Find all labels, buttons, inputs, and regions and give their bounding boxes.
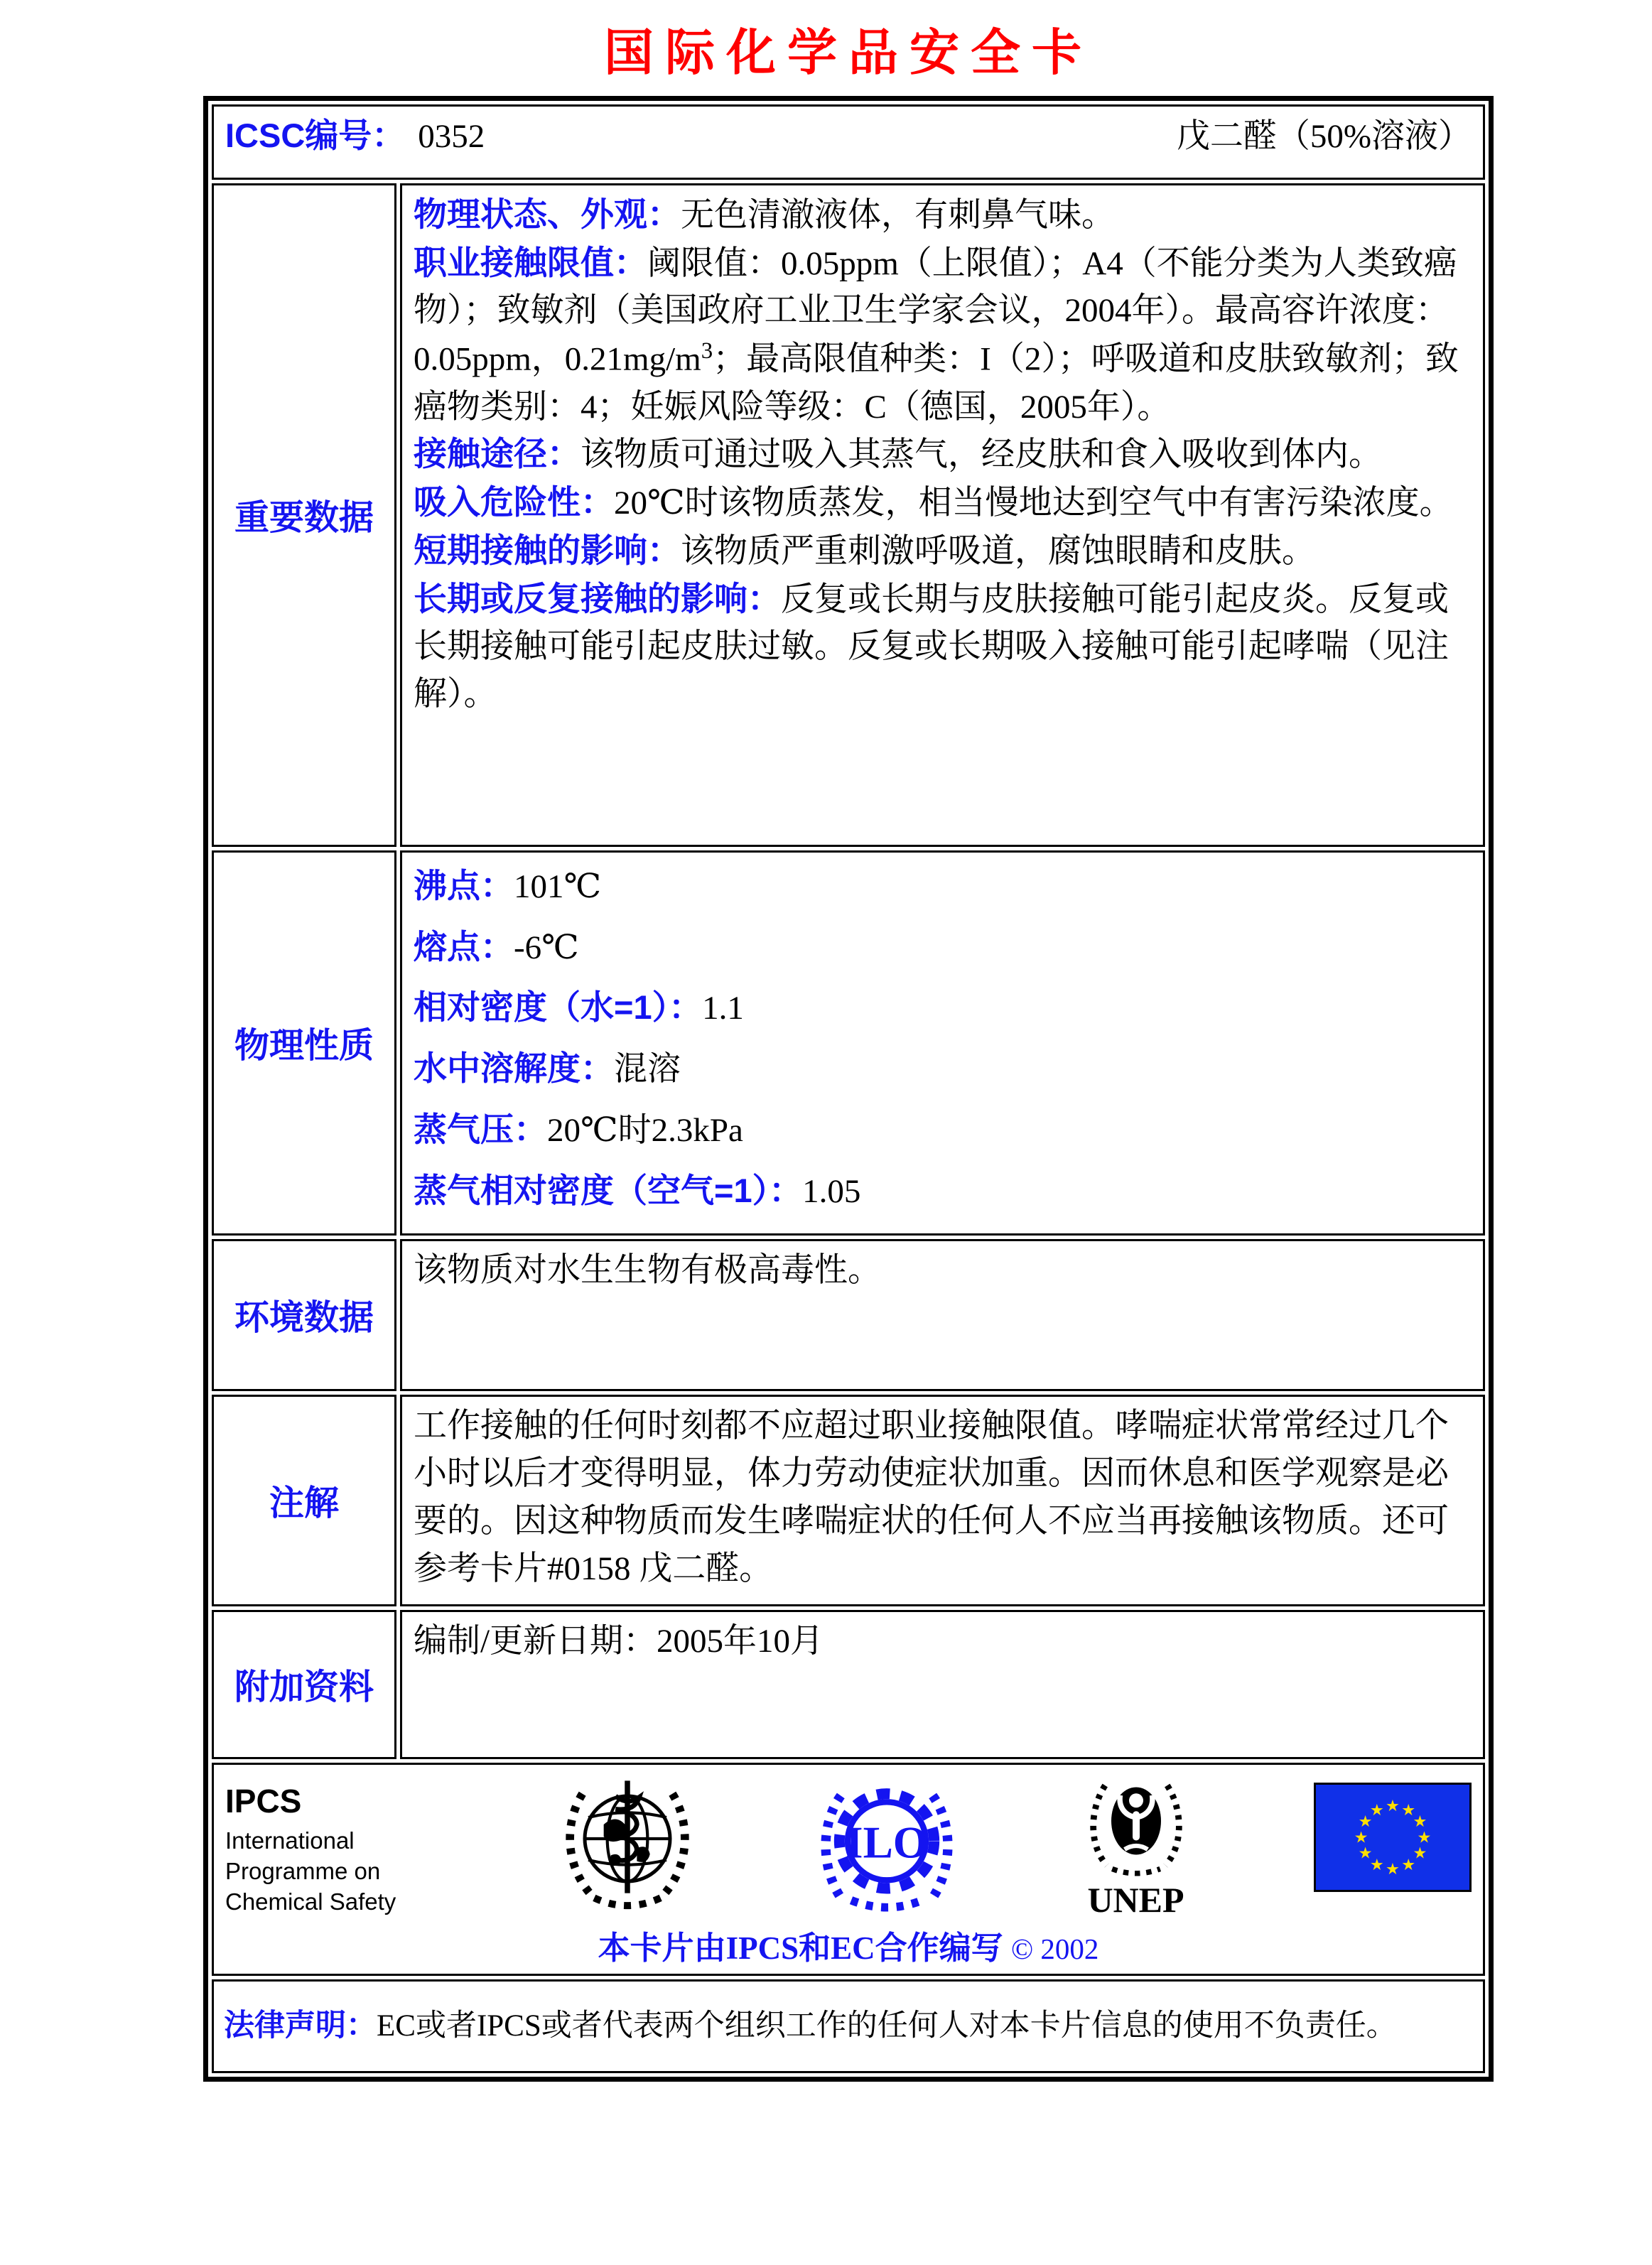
physical-properties-row <box>212 850 1485 1236</box>
physical-properties-content <box>400 850 1485 1236</box>
ipcs-subtitle-line: International <box>225 1827 355 1854</box>
safety-card <box>203 0 1494 2082</box>
field-text: 混溶 <box>614 1051 681 1088</box>
field-label: 短期接触的影响： <box>414 531 681 569</box>
field-water-solubility <box>414 1045 1472 1093</box>
ilo-emblem-icon <box>816 1775 958 1917</box>
field-exposure-routes <box>414 431 1472 479</box>
ilo-letters: ILO <box>845 1818 929 1869</box>
credit-line <box>222 1922 1474 1968</box>
field-update-date: 编制/更新日期：2005年10月 <box>414 1623 824 1660</box>
field-relative-density <box>414 984 1472 1032</box>
unep-emblem-icon <box>1076 1775 1197 1881</box>
important-data-row <box>212 183 1485 847</box>
section-label-important-data: 重要数据 <box>212 183 396 847</box>
ipcs-text-block <box>225 1775 438 1918</box>
unep-label: UNEP <box>1087 1880 1184 1920</box>
section-label-additional-info: 附加资料 <box>212 1610 396 1759</box>
who-emblem-icon <box>556 1775 698 1917</box>
field-label: 物理状态、外观： <box>414 195 681 233</box>
icsc-number <box>225 112 485 161</box>
logos-row <box>212 1763 1485 1976</box>
page-title: 国际化学品安全卡 <box>604 26 1093 81</box>
field-text: -6℃ <box>514 929 579 966</box>
icsc-number-value: 0352 <box>418 118 485 155</box>
svg-text:★: ★ <box>1413 1812 1427 1832</box>
field-label: 蒸气相对密度（空气=1）： <box>414 1171 803 1209</box>
field-inhalation-risk <box>414 479 1472 527</box>
field-vapor-pressure <box>414 1106 1472 1155</box>
field-label: 职业接触限值： <box>414 243 647 281</box>
legal-row <box>212 1979 1485 2073</box>
field-text: 无色清澈液体，有刺鼻气味。 <box>681 197 1115 234</box>
unep-logo-block <box>1076 1775 1197 1919</box>
field-text: 阈限值：0.05ppm（上限值）；A4（不能分类为人类致癌物）；致敏剂（美国政府工业卫生学家会议，2004年）。最高容许浓度：0.05ppm，0.21mg/m <box>414 244 1457 378</box>
field-physical-state <box>414 191 1472 239</box>
field-label: 吸入危险性： <box>414 483 614 521</box>
field-text: ；最高限值种类：I（2）；呼吸道和皮肤致敏剂；致癌物类别：4；妊娠风险等级：C（德国，2005年）。 <box>414 340 1459 426</box>
svg-text:★: ★ <box>1358 1812 1373 1832</box>
svg-text:★: ★ <box>1413 1844 1427 1864</box>
field-text: 20℃时该物质蒸发，相当慢地达到空气中有害污染浓度。 <box>614 485 1453 522</box>
environmental-data-row <box>212 1239 1485 1391</box>
additional-info-content <box>400 1610 1485 1759</box>
legal-label: 法律声明： <box>224 2009 377 2043</box>
field-boiling-point <box>414 863 1472 911</box>
field-label: 长期或反复接触的影响： <box>414 579 781 617</box>
svg-text:★: ★ <box>1354 1828 1368 1847</box>
field-label: 相对密度（水=1）： <box>414 988 703 1027</box>
field-text: 工作接触的任何时刻都不应超过职业接触限值。哮喘症状常常经过几个小时以后才变得明显，体力劳动使症状加重。因而休息和医学观察是必要的。因这种物质而发生哮喘症状的任何人不应当再接触该物质。还可参考卡片#0158 戊二醛。 <box>414 1407 1449 1587</box>
section-label-notes: 注解 <box>212 1395 396 1606</box>
svg-text:★: ★ <box>1386 1797 1400 1816</box>
field-text: 反复或长期与皮肤接触可能引起皮炎。反复或长期接触可能引起皮肤过敏。反复或长期吸入接触可能引起哮喘（见注解）。 <box>414 580 1449 713</box>
credit-year: © 2002 <box>1010 1932 1099 1965</box>
ipcs-subtitle-line: Programme on <box>225 1858 381 1885</box>
field-label: 水中溶解度： <box>414 1049 614 1088</box>
ipcs-subtitle-line: Chemical Safety <box>225 1888 396 1915</box>
svg-text:★: ★ <box>1369 1801 1384 1820</box>
svg-text:★: ★ <box>1417 1828 1432 1847</box>
section-label-environmental-data: 环境数据 <box>212 1239 396 1391</box>
field-long-term-effects <box>414 575 1472 718</box>
header-row <box>212 104 1485 180</box>
field-occupational-limits <box>414 239 1472 431</box>
field-label: 蒸气压： <box>414 1110 547 1148</box>
card-table <box>203 96 1494 2082</box>
field-text: 1.05 <box>802 1172 861 1210</box>
environmental-data-content <box>400 1239 1485 1391</box>
field-label: 接触途径： <box>414 435 581 473</box>
legal-text: EC或者IPCS或者代表两个组织工作的任何人对本卡片信息的使用不负责任。 <box>377 2009 1397 2043</box>
eu-flag-icon <box>1314 1782 1472 1893</box>
notes-row <box>212 1395 1485 1606</box>
svg-text:★: ★ <box>1386 1860 1400 1879</box>
credit-text: 本卡片由IPCS和EC合作编写 <box>598 1930 1003 1966</box>
svg-text:★: ★ <box>1401 1801 1416 1820</box>
section-label-physical-properties: 物理性质 <box>212 850 396 1236</box>
field-vapor-density <box>414 1167 1472 1216</box>
svg-text:★: ★ <box>1401 1856 1416 1875</box>
field-text: 101℃ <box>514 868 602 905</box>
field-text: 该物质对水生生物有极高毒性。 <box>414 1252 881 1290</box>
ipcs-title: IPCS <box>225 1783 302 1820</box>
notes-content <box>400 1395 1485 1606</box>
field-text: 该物质严重刺激呼吸道，腐蚀眼睛和皮肤。 <box>681 532 1315 570</box>
field-text: 1.1 <box>702 990 744 1027</box>
field-short-term-effects <box>414 527 1472 575</box>
icsc-number-label: ICSC编号： <box>225 117 406 154</box>
superscript: 3 <box>701 338 713 364</box>
svg-text:★: ★ <box>1369 1856 1384 1875</box>
legal-cell <box>212 1979 1485 2073</box>
field-label: 沸点： <box>414 867 514 904</box>
field-melting-point <box>414 924 1472 972</box>
field-label: 熔点： <box>414 927 514 966</box>
svg-text:★: ★ <box>1358 1844 1373 1864</box>
important-data-content <box>400 183 1485 847</box>
chemical-name: 戊二醛（50%溶液） <box>1176 117 1472 155</box>
field-text: 该物质可通过吸入其蒸气，经皮肤和食入吸收到体内。 <box>581 436 1382 474</box>
logos-cell <box>212 1763 1485 1976</box>
card-header-cell <box>212 104 1485 180</box>
additional-info-row <box>212 1610 1485 1759</box>
field-text: 20℃时2.3kPa <box>547 1111 743 1149</box>
